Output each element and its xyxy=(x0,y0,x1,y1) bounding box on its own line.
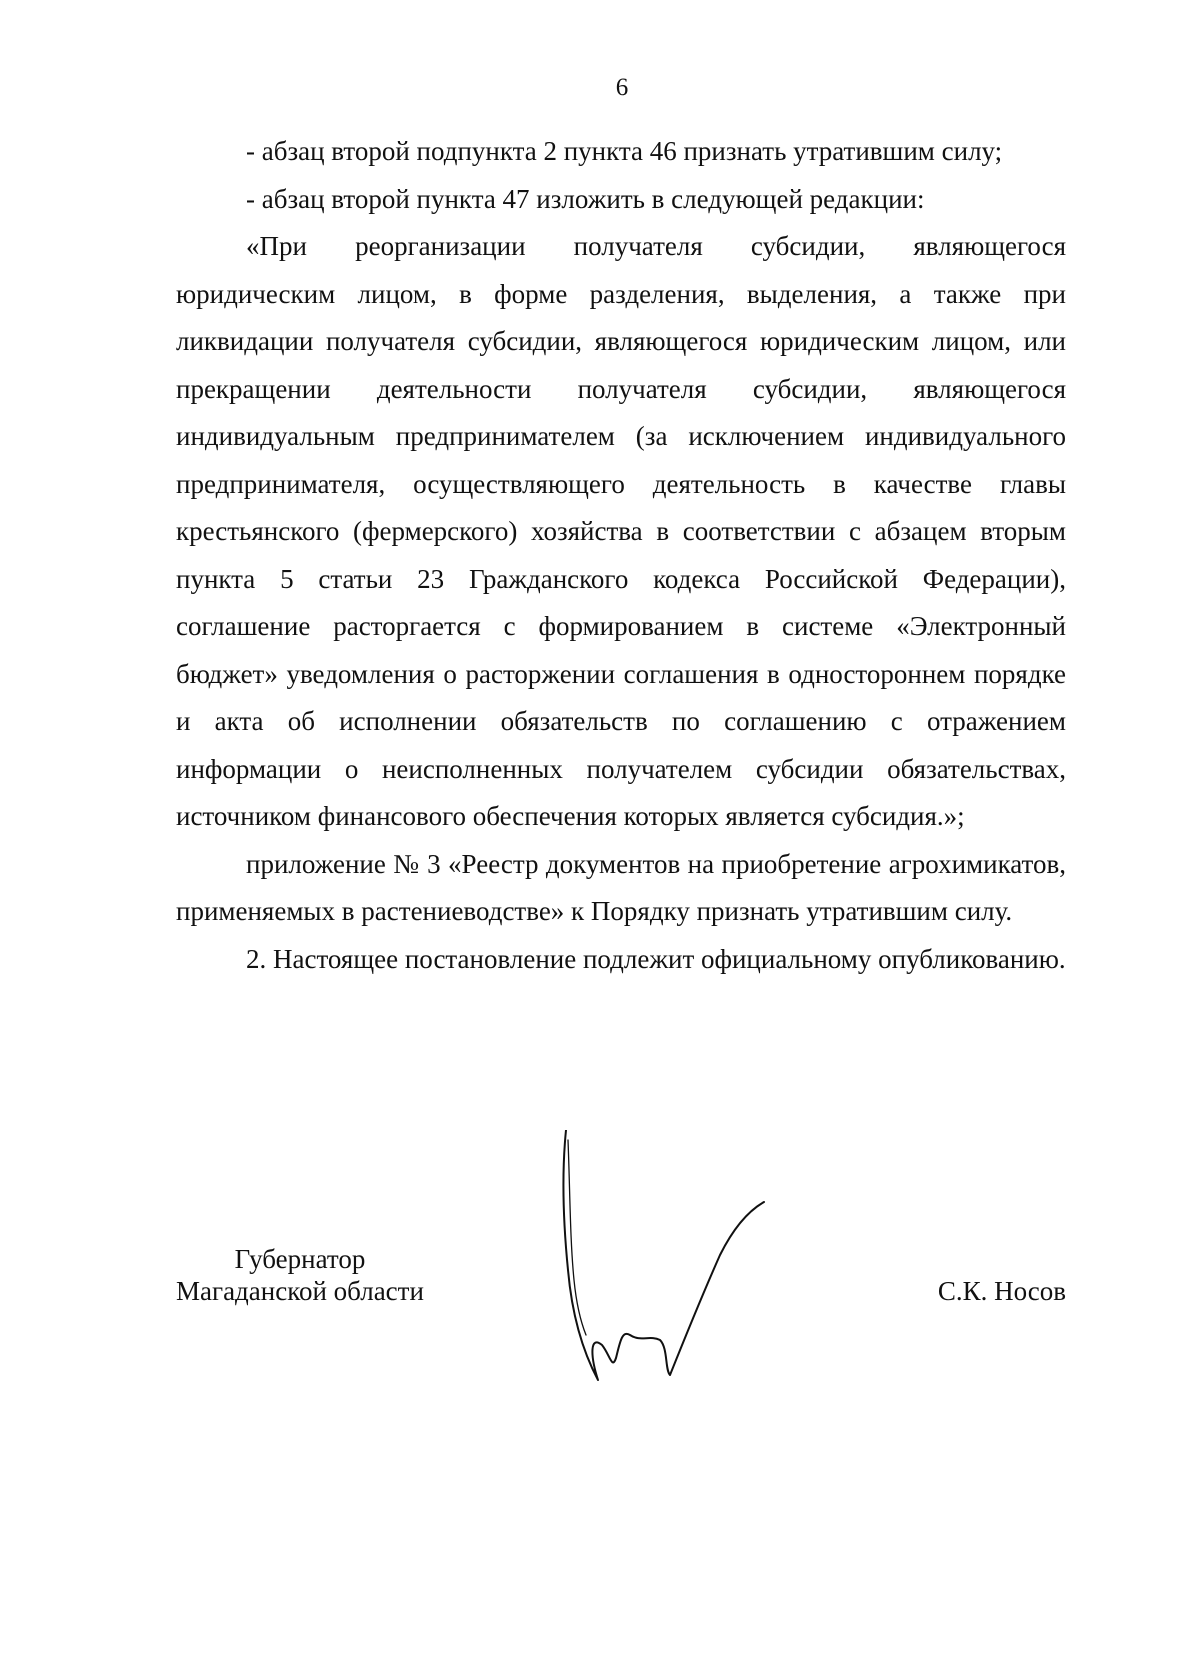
paragraph-item-1: - абзац второй подпункта 2 пункта 46 признать утратившим силу; xyxy=(246,136,1003,166)
paragraph-item-5: 2. Настоящее постановление подлежит официальному опубликованию. xyxy=(246,943,1066,974)
document-body xyxy=(176,128,1066,983)
position-title: Губернатор xyxy=(234,1244,366,1274)
position-region: Магаданской области xyxy=(176,1276,424,1306)
page-number: 6 xyxy=(615,74,629,101)
signer-position xyxy=(176,1243,424,1307)
handwritten-signature xyxy=(560,1130,800,1400)
paragraph-item-4: приложение № 3 «Реестр документов на приобретение агрохимикатов, применяемых в растениеводстве» к Порядку признать утратившим силу. xyxy=(176,848,1066,926)
signer-name: С.К. Носов xyxy=(937,1276,1066,1306)
paragraph-item-2: - абзац второй пункта 47 изложить в следующей редакции: xyxy=(246,183,925,214)
paragraph-item-3: «При реорганизации получателя субсидии, являющегося юридическим лицом, в форме разделения, выделения, а также при ликвидации получателя субсидии, являющегося юридическим лицом, или прекращении деятельности получателя субсидии, являющегося индивидуальным предпринимателем (за исключением индивидуального предпринимателя, осуществляющего деятельность в качестве главы крестьянского (фермерского) хозяйства в соответствии с абзацем вторым пункта 5 статьи 23 Гражданского кодекса Российской Федерации), соглашение расторгается с формированием в системе «Электронный бюджет» уведомления о расторжении соглашения в одностороннем порядке и акта об исполнении обязательств по соглашению с отражением информации о неисполненных получателем субсидии обязательствах, источником финансового обеспечения которых является субсидия.»; xyxy=(176,231,1066,831)
